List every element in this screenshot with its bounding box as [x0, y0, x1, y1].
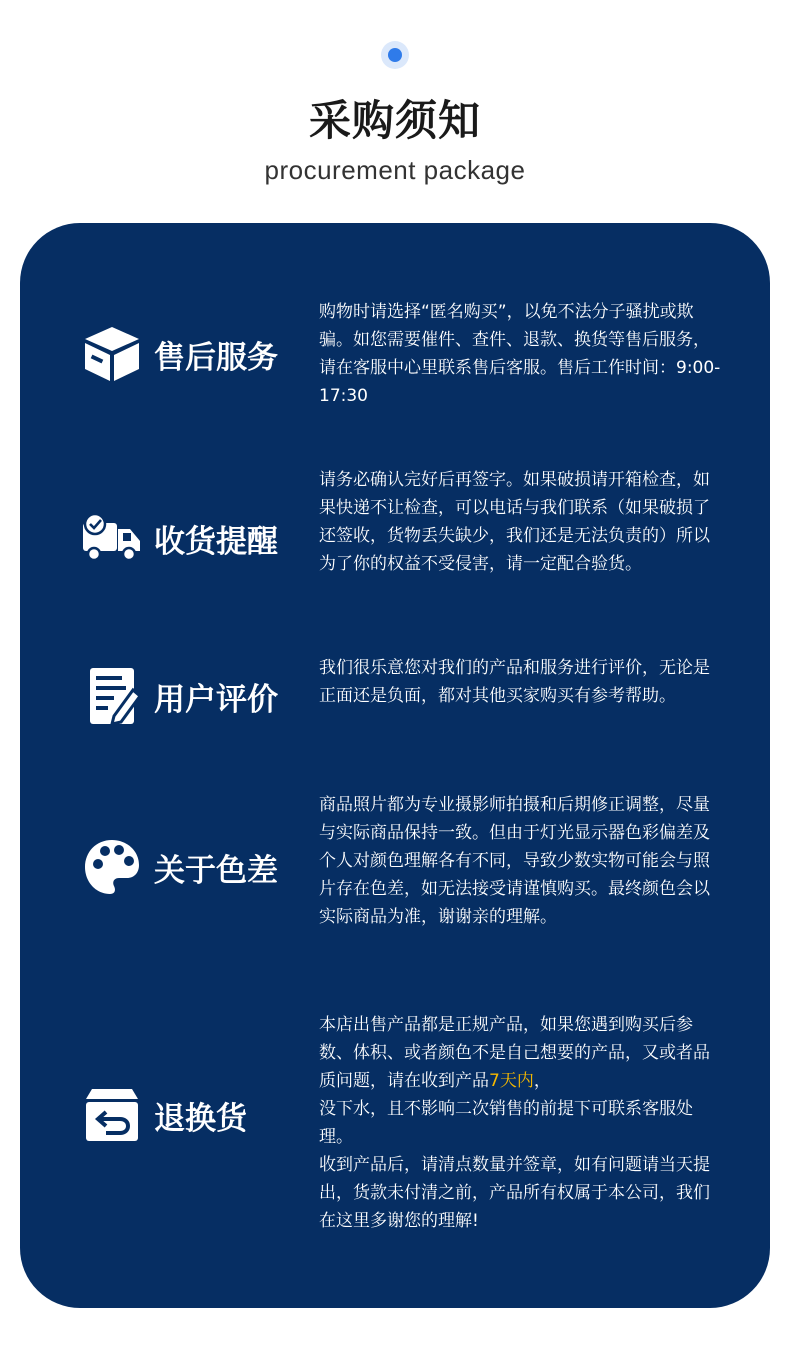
- return-period-highlight: 7天内: [489, 1071, 534, 1091]
- section-text: [319, 466, 724, 578]
- section-text: [319, 1011, 724, 1235]
- delivery-truck-icon: [82, 508, 142, 568]
- section-heading: [82, 1085, 247, 1145]
- return-box-icon: [82, 1085, 142, 1145]
- section-text: [319, 791, 724, 931]
- return-text-after: ，: [533, 1071, 551, 1091]
- section-heading: [82, 324, 278, 384]
- section-label: 收货提醒: [154, 523, 278, 560]
- section-heading: [82, 666, 278, 726]
- review-edit-icon: [82, 666, 142, 726]
- section-label: 用户评价: [154, 681, 278, 718]
- page-title: 采购须知: [308, 96, 481, 145]
- page-subtitle: procurement package: [264, 155, 526, 185]
- section-text: [319, 654, 724, 710]
- section-paragraph: 收到产品后，请清点数量并签章，如有问题请当天提出，货款未付清之前，产品所有权属于本公司，我们在这里多谢您的理解!: [319, 1155, 710, 1231]
- section-text: [319, 298, 724, 410]
- section-paragraph: [319, 1011, 724, 1095]
- section-label: 关于色差: [154, 852, 278, 889]
- section-paragraph: 我们很乐意您对我们的产品和服务进行评价，无论是正面还是负面，都对其他买家购买有参考帮助。: [319, 658, 710, 706]
- section-heading: [82, 508, 278, 568]
- section-label: 退换货: [154, 1100, 247, 1137]
- accent-dot: [381, 41, 409, 69]
- return-text-before: 本店出售产品都是正规产品，如果您遇到购买后参数、体积、或者颜色不是自己想要的产品，又或者品质问题，请在收到产品: [319, 1015, 710, 1091]
- palette-icon: [82, 837, 142, 897]
- section-paragraph: 购物时请选择“匿名购买”，以免不法分子骚扰或欺骗。如您需要催件、查件、退款、换货等售后服务，请在客服中心里联系售后客服。售后工作时间：9:00-17:30: [319, 302, 721, 406]
- box-icon: [82, 324, 142, 384]
- section-heading: [82, 837, 278, 897]
- section-paragraph: 商品照片都为专业摄影师拍摄和后期修正调整，尽量与实际商品保持一致。但由于灯光显示器色彩偏差及个人对颜色理解各有不同，导致少数实物可能会与照片存在色差，如无法接受请谨慎购买。最终颜色会以实际商品为准，谢谢亲的理解。: [319, 795, 710, 927]
- section-paragraph: 请务必确认完好后再签字。如果破损请开箱检查，如果快递不让检查，可以电话与我们联系（如果破损了还签收，货物丢失缺少，我们还是无法负责的）所以为了你的权益不受侵害，请一定配合验货。: [319, 470, 710, 574]
- section-paragraph: 没下水，且不影响二次销售的前提下可联系客服处理。: [319, 1099, 693, 1147]
- section-label: 售后服务: [154, 339, 278, 376]
- notice-panel: [20, 223, 770, 1308]
